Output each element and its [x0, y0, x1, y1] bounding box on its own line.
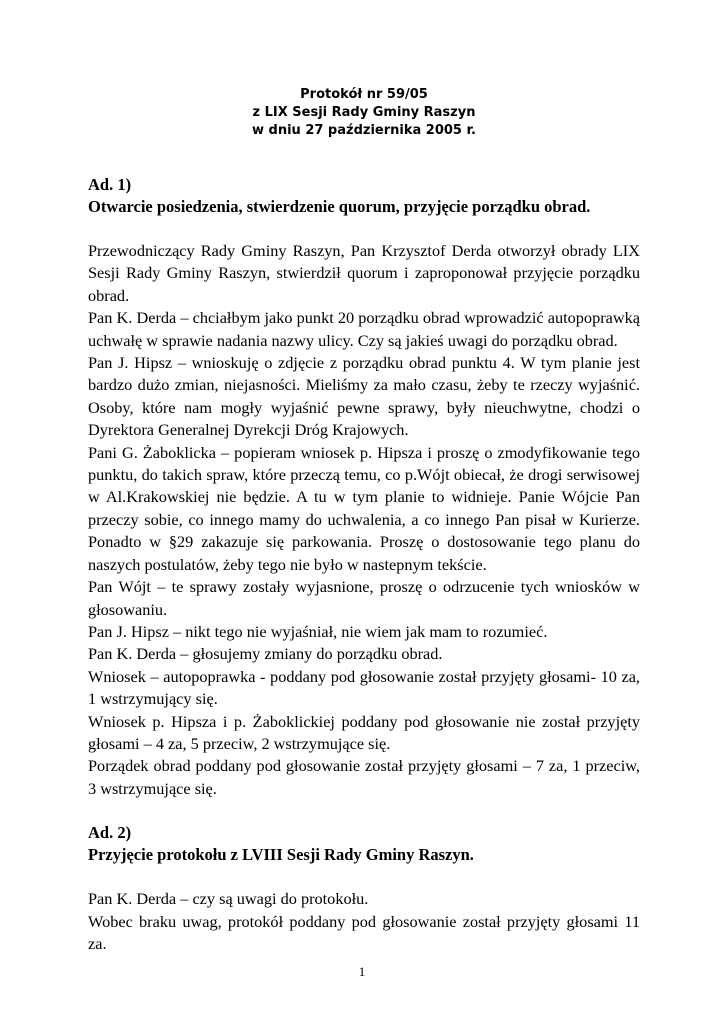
section-1-number: Ad. 1): [88, 175, 132, 194]
paragraph: Wniosek p. Hipsza i p. Żaboklickiej poddany pod głosowanie nie został przyjęty głosami – 4 za, 5 przeciw, 2 wstrzymujące się.: [88, 711, 640, 753]
title-line-date: w dniu 27 października 2005 r.: [251, 123, 476, 138]
section-1-heading: Otwarcie posiedzenia, stwierdzenie quorum, przyjęcie porządku obrad.: [88, 197, 591, 216]
section-2-body: [88, 888, 640, 955]
paragraph: Pani G. Żaboklicka – popieram wniosek p. Hipsza i proszę o zmodyfikowanie tego punktu, do takich spraw, które przeczą temu, co p.Wójt obiecał, że drogi serwisowej w Al.Krakowskiej nie będzie. A tu w tym planie to widnieje. Panie Wójcie Pan przeczy sobie, co innego mamy do uchwalenia, a co innego Pan pisał w Kurierze. Ponadto w §29 zakazuje się parkowania. Proszę o dostosowanie tego planu do naszych postulatów, żeby tego nie było w nastepnym tekście.: [88, 442, 640, 574]
paragraph: Porządek obrad poddany pod głosowanie został przyjęty głosami – 7 za, 1 przeciw, 3 wstrzymujące się.: [88, 756, 640, 798]
paragraph: Pan Wójt – te sprawy zostały wyjasnione, proszę o odrzucenie tych wniosków w głosowaniu.: [88, 577, 640, 619]
page-number: 1: [358, 964, 366, 979]
paragraph: Wobec braku uwag, protokół poddany pod głosowanie został przyjęty głosami 11 za.: [88, 911, 640, 953]
document-title: [88, 86, 640, 140]
section-2-heading: Przyjęcie protokołu z LVIII Sesji Rady Gminy Raszyn.: [88, 845, 474, 865]
paragraph: Pan K. Derda – czy są uwagi do protokołu.: [88, 889, 369, 909]
paragraph: Wniosek – autopoprawka - poddany pod głosowanie został przyjęty głosami- 10 za, 1 wstrzymujący się.: [88, 666, 640, 709]
paragraph: Pan J. Hipsz – wnioskuję o zdjęcie z porządku obrad punktu 4. W tym planie jest bardzo dużo zmian, niejasności. Mieliśmy za mało czasu, żeby te rzeczy wyjaśnić. Osoby, które nam mogły wyjaśnić pewne sprawy, były nieuchwytne, chodzi o Dyrektora Generalnej Dyrekcji Dróg Krajowych.: [88, 353, 640, 440]
document-page: [88, 86, 640, 955]
paragraph: Przewodniczący Rady Gminy Raszyn, Pan Krzysztof Derda otworzył obrady LIX Sesji Rady Gminy Raszyn, stwierdził quorum i zaproponował przyjęcie porządku obrad.: [88, 241, 640, 305]
title-line-protocol-number: Protokół nr 59/05: [300, 87, 428, 102]
section-1-body: [88, 240, 640, 800]
paragraph: Pan K. Derda – chciałbym jako punkt 20 porządku obrad wprowadzić autopoprawką uchwałę w sprawie nadania nazwy ulicy. Czy są jakieś uwagi do porządku obrad.: [88, 308, 640, 350]
paragraph: Pan J. Hipsz – nikt tego nie wyjaśniał, nie wiem jak mam to rozumieć.: [88, 621, 548, 641]
section-ad-1: [88, 174, 640, 800]
section-ad-2: [88, 822, 640, 955]
section-2-number: Ad. 2): [88, 823, 132, 843]
title-line-session: z LIX Sesji Rady Gminy Raszyn: [252, 105, 476, 120]
paragraph: Pan K. Derda – głosujemy zmiany do porządku obrad.: [88, 644, 443, 664]
